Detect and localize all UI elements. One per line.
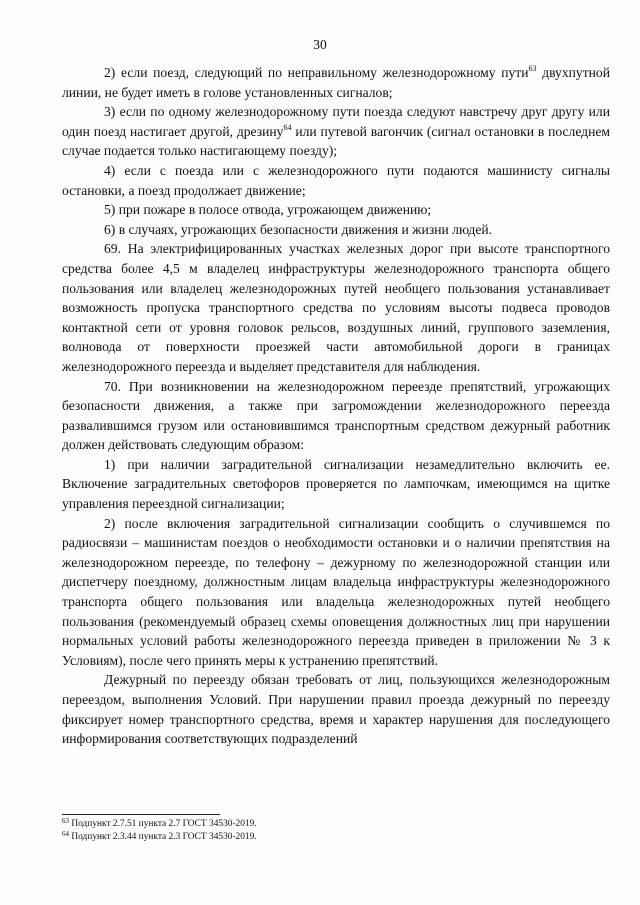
- paragraph-text-cont: двухпутной линии, не будет иметь в голове установленных сигналов;: [62, 65, 610, 100]
- paragraph-text: 2) после включения заградительной сигнализации сообщить о случившемся по радиосвязи – машинистам поездов о необходимости остановки и о наличии препятствия на железнодорожном переезде, по телефону – дежурному по железнодорожной станции или диспетчеру поездному, должностным лицам владельца инфраструктуры железнодорожного транспорта общего пользования или владельца железнодорожных путей необщего пользования (рекомендуемый образец схемы оповещения должностных лиц при нарушении нормальных условий работы железнодорожного переезда приведен в приложении № 3 к Условиям), после чего принять меры к устранению препятствий.: [62, 515, 610, 668]
- paragraph-text: 69. На электрифицированных участках железных дорог при высоте транспортного средства более 4,5 м владелец инфраструктуры железнодорожного транспорта общего пользования или владелец железнодорожных путей необщего пользования устанавливает возможность пропуска транспортного средства по условиям высоты подвеса проводов контактной сети от уровня головок рельсов, воздушных линий, группового заземления, волновода от поверхности проезжей части автомобильной дороги в границах железнодорожного переезда и выделяет представителя для наблюдения.: [62, 241, 610, 374]
- footnote: [62, 831, 610, 844]
- footnote-ref: 64: [283, 122, 292, 132]
- paragraph: [62, 239, 610, 376]
- body-text: [62, 63, 610, 749]
- paragraph-text: 1) при наличии заградительной сигнализации незамедлительно включить ее. Включение заградительных светофоров проверяется по лампочкам, имеющимся на щитке управления переездной сигнализации;: [62, 456, 610, 512]
- footnote-text: Подпункт 2.7.51 пункта 2.7 ГОСТ 34530-2019.: [69, 819, 257, 829]
- paragraph: [62, 514, 610, 671]
- footnote-mark: 64: [62, 829, 69, 838]
- paragraph: [62, 455, 610, 514]
- paragraph: [62, 220, 610, 240]
- paragraph: [62, 102, 610, 161]
- paragraph-text: 3) если по одному железнодорожному пути поезда следуют навстречу друг другу или один поезд настигает другой, дрезину: [62, 104, 610, 139]
- paragraph: [62, 200, 610, 220]
- paragraph-text: Дежурный по переезду обязан требовать от лиц, пользующихся железнодорожным переездом, выполнения Условий. При нарушении правил проезда дежурный по переезду фиксирует номер транспортного средства, время и характер нарушения для последующего информирования соответствующих подразделений: [62, 672, 610, 747]
- paragraph-text: 5) при пожаре в полосе отвода, угрожающем движению;: [104, 202, 432, 218]
- footnote-ref: 63: [528, 64, 537, 73]
- footnote-text: Подпункт 2.3.44 пункта 2.3 ГОСТ 34530-2019.: [69, 831, 257, 842]
- paragraph-text: 70. При возникновении на железнодорожном переезде препятствий, угрожающих безопасности движения, а также при загромождении железнодорожного переезда развалившимся грузом или остановившимся транспортным средством дежурный работник должен действовать следующим образом:: [62, 378, 610, 453]
- paragraph: [62, 161, 610, 200]
- footnotes: [62, 818, 610, 843]
- footnote-divider: [62, 814, 220, 815]
- paragraph-text: 4) если с поезда или с железнодорожного пути подаются машинисту сигналы остановки, а поезд продолжает движение;: [62, 162, 610, 198]
- footnote-mark: 63: [62, 817, 69, 825]
- paragraph: [62, 63, 610, 102]
- paragraph: [62, 670, 610, 748]
- paragraph-text-cont: или путевой вагончик (сигнал остановки в последнем случае подается только настигающему поезду);: [62, 123, 610, 159]
- paragraph-text: 6) в случаях, угрожающих безопасности движения и жизни людей.: [104, 221, 493, 237]
- page-number: 30: [313, 37, 327, 52]
- paragraph-text: 2) если поезд, следующий по неправильному железнодорожному пути: [104, 65, 529, 80]
- footnote: [62, 818, 610, 831]
- paragraph: [62, 377, 610, 455]
